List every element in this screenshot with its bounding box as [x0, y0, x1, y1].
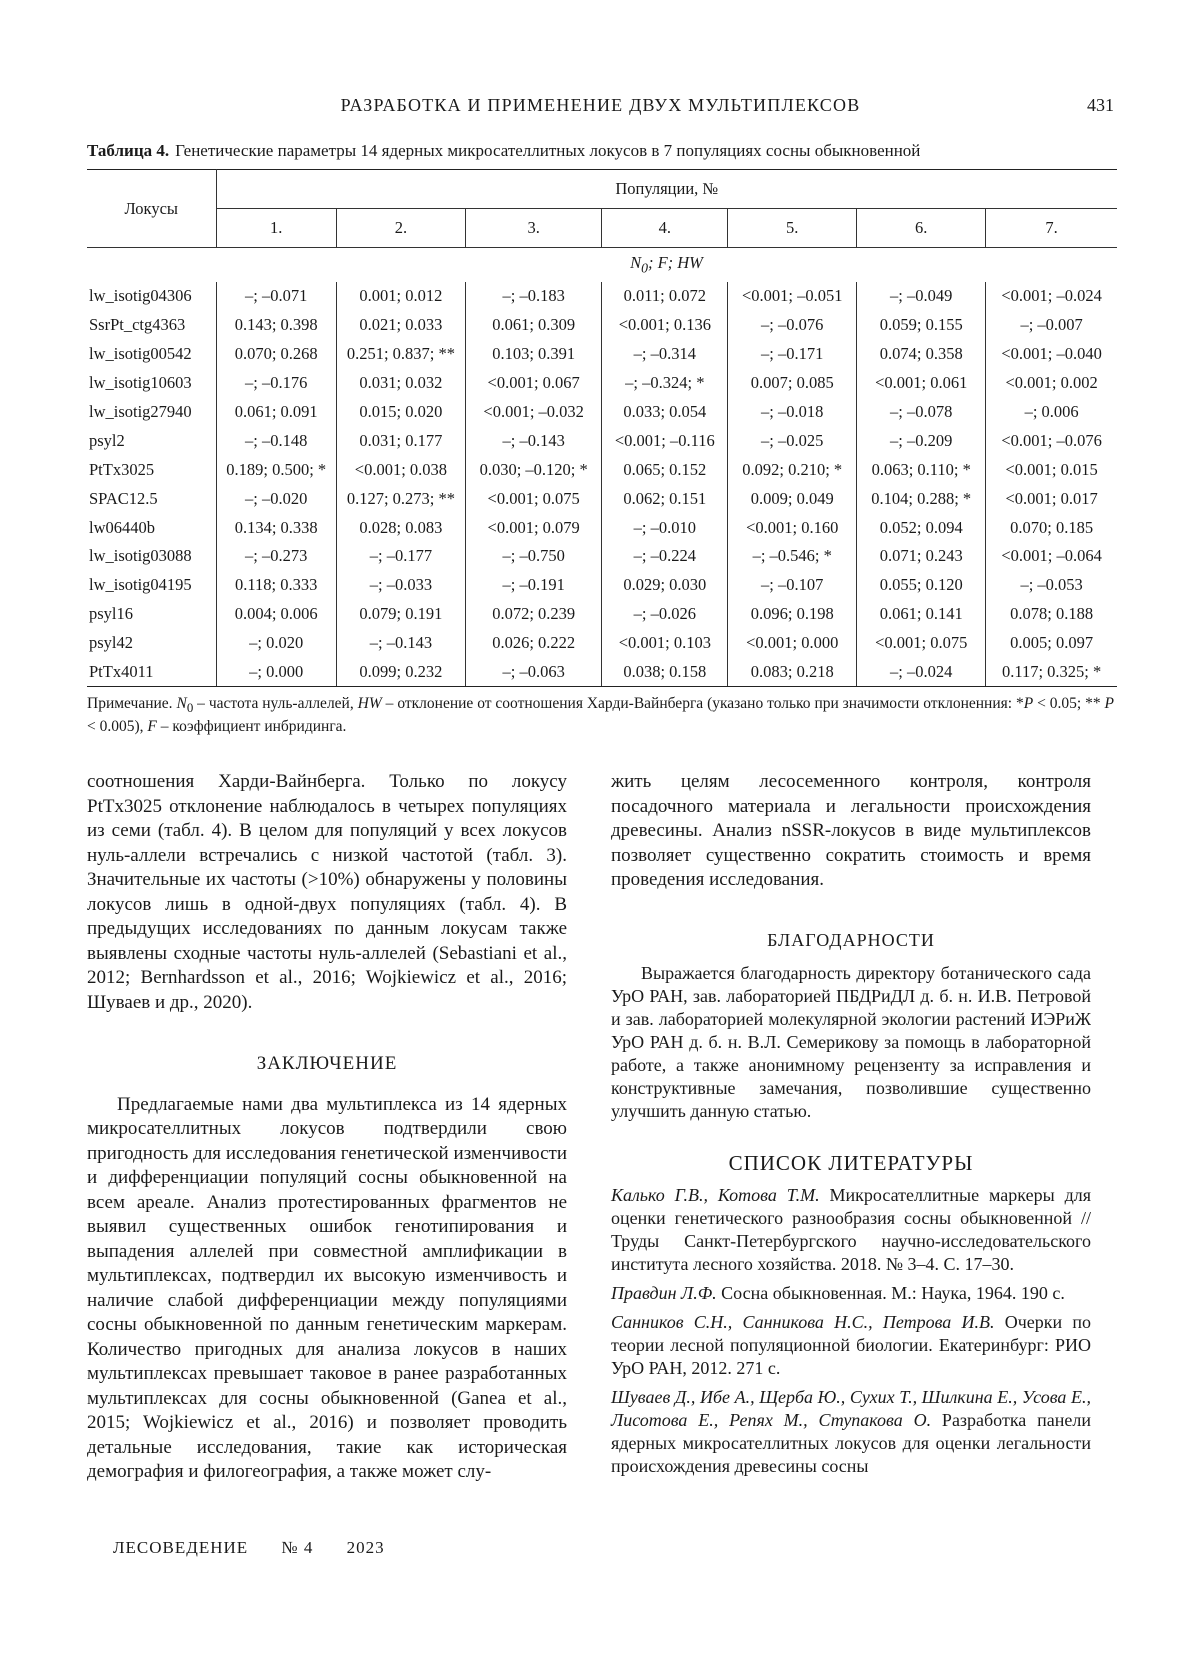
- table-cell: 0.009; 0.049: [728, 484, 857, 513]
- table-cell: –; –0.314: [602, 340, 728, 369]
- table-row: [87, 658, 1117, 687]
- table-cell: –; –0.171: [728, 340, 857, 369]
- table-cell: –; –0.209: [857, 426, 986, 455]
- conclusion-paragraph: Предлагаемые нами два мультиплекса из 14 ядерных микросателлитных локусов подтвердили свою пригодность для исследования генетической изменчивости и дифференциации популяций сосны обыкновенной на всем ареале. Анализ протестированных фрагментов не выявил существенных ошибок генотипирования и выпадения аллелей при совместной амплификации в мультиплексах, подтвердил их высокую изменчивость и наличие слабой дифференциации между популяциями сосны обыкновенной по данным генетическим маркерам. Количество пригодных для анализа локусов в наших мультиплексах превышает таковое в ранее разработанных мультиплексах для сосны обыкновенной (Ganea et al., 2015; Wojkiewicz et al., 2016) и позволяет проводить детальные исследования, такие как историческая демография и филогеография, а также может слу-: [87, 1093, 567, 1482]
- table-row: [87, 484, 1117, 513]
- running-head-title: РАЗРАБОТКА И ПРИМЕНЕНИЕ ДВУХ МУЛЬТИПЛЕКСОВ: [340, 95, 861, 115]
- table-cell: –; –0.273: [216, 542, 336, 571]
- locus-name: lw_isotig10603: [89, 373, 192, 393]
- footer: [113, 1538, 413, 1558]
- table-cell: 0.059; 0.155: [857, 311, 986, 340]
- table-cell: –; –0.078: [857, 398, 986, 427]
- reference-authors: Калько Г.В., Котова Т.М.: [611, 1184, 820, 1205]
- table-cell: –; –0.076: [728, 311, 857, 340]
- references-list: [611, 1184, 1091, 1478]
- left-column: [87, 770, 567, 1485]
- table-cell: 0.026; 0.222: [465, 629, 602, 658]
- table-cell: 0.092; 0.210; *: [728, 455, 857, 484]
- table-cell: 0.118; 0.333: [216, 571, 336, 600]
- table-cell: –; –0.324; *: [602, 369, 728, 398]
- running-head: [87, 95, 1114, 123]
- table-cell: <0.001; 0.075: [857, 629, 986, 658]
- table-cell: –; –0.007: [986, 311, 1117, 340]
- table-caption-text: Генетические параметры 14 ядерных микросателлитных локусов в 7 популяциях сосны обыкновенной: [175, 141, 921, 160]
- reference-text: Микросателлитные маркеры для оценки генетического разнообразия сосны обыкновенной // Труды Санкт-Петербургского научно-исследовательского института лесного хозяйства. 2018. № 3–4. С. 17–30.: [611, 1184, 1091, 1274]
- table-cell: –; –0.143: [465, 426, 602, 455]
- table-cell: 0.083; 0.218: [728, 658, 857, 687]
- table-row: [87, 426, 1117, 455]
- references-title: СПИСОК ЛИТЕРАТУРЫ: [728, 1151, 974, 1175]
- table-cell: 0.134; 0.338: [216, 513, 336, 542]
- table-row: [87, 282, 1117, 311]
- table-cell: –; –0.033: [336, 571, 465, 600]
- body-paragraph: жить целям лесосеменного контроля, контроля посадочного материала и легальности происхождения древесины. Анализ nSSR-локусов в виде мультиплексов позволяет существенно сократить стоимость и время проведения исследования.: [611, 771, 1091, 890]
- table-cell: 0.096; 0.198: [728, 600, 857, 629]
- locus-name: PtTx4011: [87, 658, 216, 687]
- table-row: [87, 455, 1117, 484]
- reference-item: [611, 1184, 1091, 1276]
- table-cell: 0.127; 0.273; **: [336, 484, 465, 513]
- locus-name: PtTx3025: [89, 459, 155, 479]
- population-header-5: 5.: [728, 209, 857, 248]
- table-cell: 0.061; 0.091: [216, 398, 336, 427]
- table-cell: 0.028; 0.083: [336, 513, 465, 542]
- acknowledgements-title: БЛАГОДАРНОСТИ: [767, 929, 935, 950]
- table-cell: 0.251; 0.837; **: [336, 340, 465, 369]
- genetic-parameters-table: [87, 169, 1117, 687]
- table-cell: 0.031; 0.177: [336, 426, 465, 455]
- table-cell: <0.001; 0.038: [336, 455, 465, 484]
- table-cell: –; –0.143: [336, 629, 465, 658]
- table-cell: –; –0.063: [465, 658, 602, 687]
- table-cell: 0.030; –0.120; *: [465, 455, 602, 484]
- table-cell: –; –0.025: [728, 426, 857, 455]
- table-cell: 0.065; 0.152: [602, 455, 728, 484]
- table-cell: –; –0.224: [602, 542, 728, 571]
- locus-name: lw_isotig03088: [89, 546, 192, 566]
- table-cell: 0.072; 0.239: [465, 600, 602, 629]
- journal-year: 2023: [346, 1538, 385, 1557]
- table-cell: –; –0.191: [465, 571, 602, 600]
- table-cell: 0.103; 0.391: [465, 340, 602, 369]
- acknowledgements-paragraph: Выражается благодарность директору ботанического сада УрО РАН, зав. лабораторией ПБДРиДЛ д. б. н. И.В. Петровой и зав. лабораторией молекулярной экологии растений ИЭРиЖ УрО РАН д. б. н. В.Л. Семерикову за помощь в лабораторной работе, а также анонимному рецензенту за исправления и конструктивные замечания, позволившие существенно улучшить данную статью.: [611, 963, 1091, 1121]
- table-cell: –; –0.010: [602, 513, 728, 542]
- table-cell: –; 0.000: [216, 658, 336, 687]
- table-cell: 0.061; 0.309: [465, 311, 602, 340]
- table-cell: <0.001; –0.116: [602, 426, 728, 455]
- table-cell: 0.143; 0.398: [216, 311, 336, 340]
- table-caption: [87, 141, 1127, 161]
- table-cell: 0.079; 0.191: [336, 600, 465, 629]
- locus-name: SPAC12.5: [89, 488, 158, 508]
- table-cell: 0.031; 0.032: [336, 369, 465, 398]
- reference-authors: Санников С.Н., Санникова Н.С., Петрова И.В.: [611, 1311, 995, 1332]
- table-cell: –; –0.183: [465, 282, 602, 311]
- table-cell: –; –0.177: [336, 542, 465, 571]
- table-cell: 0.029; 0.030: [602, 571, 728, 600]
- table-cell: 0.063; 0.110; *: [857, 455, 986, 484]
- table-cell: <0.001; –0.032: [465, 398, 602, 427]
- table-cell: 0.015; 0.020: [336, 398, 465, 427]
- table-row: [87, 571, 1117, 600]
- table-row: [87, 600, 1117, 629]
- reference-item: [611, 1282, 1091, 1305]
- table-cell: –; –0.071: [216, 282, 336, 311]
- table-cell: 0.052; 0.094: [857, 513, 986, 542]
- table-cell: 0.055; 0.120: [857, 571, 986, 600]
- table-cell: –; –0.107: [728, 571, 857, 600]
- table-row: [87, 311, 1117, 340]
- table-cell: 0.070; 0.185: [986, 513, 1117, 542]
- reference-text: Очерки по теории лесной популяционной биологии. Екатеринбург: РИО УрО РАН, 2012. 271 с.: [611, 1311, 1091, 1378]
- table-row: [87, 369, 1117, 398]
- table-cell: 0.038; 0.158: [602, 658, 728, 687]
- journal-name: ЛЕСОВЕДЕНИЕ: [113, 1538, 249, 1557]
- table-label: Таблица 4.: [87, 141, 170, 160]
- table-cell: –; –0.176: [216, 369, 336, 398]
- locus-name: lw_isotig00542: [89, 344, 192, 364]
- table-cell: 0.071; 0.243: [857, 542, 986, 571]
- table-cell: 0.104; 0.288; *: [857, 484, 986, 513]
- table-cell: –; –0.546; *: [728, 542, 857, 571]
- table-cell: –; –0.026: [602, 600, 728, 629]
- table-row: [87, 340, 1117, 369]
- table-cell: <0.001; 0.160: [728, 513, 857, 542]
- table-row: [87, 542, 1117, 571]
- journal-issue: № 4: [281, 1538, 314, 1557]
- table-cell: <0.001; –0.051: [728, 282, 857, 311]
- table-cell: –; –0.020: [216, 484, 336, 513]
- table-cell: 0.062; 0.151: [602, 484, 728, 513]
- table-cell: <0.001; –0.064: [986, 542, 1117, 571]
- table-cell: <0.001; 0.017: [986, 484, 1117, 513]
- table-row: [87, 513, 1117, 542]
- table-cell: <0.001; 0.002: [986, 369, 1117, 398]
- population-header-6: 6.: [857, 209, 986, 248]
- table-row: [87, 398, 1117, 427]
- reference-text: Разработка панели ядерных микросателлитных локусов для оценки легальности происхождения древесины сосны: [611, 1409, 1091, 1476]
- table-cell: 0.117; 0.325; *: [986, 658, 1117, 687]
- table-cell: 0.021; 0.033: [336, 311, 465, 340]
- conclusion-title: ЗАКЛЮЧЕНИЕ: [256, 1053, 398, 1074]
- table-cell: 0.061; 0.141: [857, 600, 986, 629]
- table-note: Примечание. $N_0$ – частота нуль-аллелей, HW – отклонение от соотношения Харди-Вайнберга (указано только при значимости отклоненния: *P < 0.05; ** P < 0.005), F – коэффициент инбридинга.: [87, 695, 1114, 736]
- locus-name: lw_isotig04306: [89, 286, 192, 306]
- reference-text: Сосна обыкновенная. М.: Наука, 1964. 190 с.: [716, 1282, 1065, 1303]
- table-cell: 0.033; 0.054: [602, 398, 728, 427]
- table-subheader: $N_0$; F; HW: [630, 253, 703, 276]
- table-cell: –; –0.053: [986, 571, 1117, 600]
- table-cell: <0.001; –0.024: [986, 282, 1117, 311]
- table-cell: 0.189; 0.500; *: [216, 455, 336, 484]
- locus-name: psyl42: [89, 633, 134, 653]
- table-cell: <0.001; –0.040: [986, 340, 1117, 369]
- table-cell: <0.001; 0.061: [857, 369, 986, 398]
- table-cell: –; –0.049: [857, 282, 986, 311]
- populations-header: Популяции, №: [216, 170, 1117, 209]
- table-cell: –; –0.750: [465, 542, 602, 571]
- locus-name: SsrPt_ctg4363: [89, 315, 186, 335]
- table-cell: <0.001; 0.000: [728, 629, 857, 658]
- locus-name: lw06440b: [89, 517, 155, 537]
- locus-name: lw_isotig04195: [89, 575, 192, 595]
- table-cell: <0.001; 0.067: [465, 369, 602, 398]
- population-header-4: 4.: [602, 209, 728, 248]
- table-cell: –; 0.020: [216, 629, 336, 658]
- table-cell: <0.001; 0.136: [602, 311, 728, 340]
- reference-item: [611, 1386, 1091, 1478]
- table-cell: <0.001; 0.103: [602, 629, 728, 658]
- table-cell: <0.001; 0.075: [465, 484, 602, 513]
- table-cell: 0.078; 0.188: [986, 600, 1117, 629]
- population-header-3: 3.: [465, 209, 602, 248]
- population-header-7: 7.: [986, 209, 1117, 248]
- locus-name: lw_isotig27940: [89, 402, 192, 421]
- population-header-1: 1.: [216, 209, 336, 248]
- reference-item: [611, 1311, 1091, 1380]
- table-cell: <0.001; 0.015: [986, 455, 1117, 484]
- population-header-2: 2.: [336, 209, 465, 248]
- reference-authors: Правдин Л.Ф.: [611, 1282, 717, 1303]
- table-cell: –; –0.148: [216, 426, 336, 455]
- table-cell: 0.001; 0.012: [336, 282, 465, 311]
- table-cell: 0.074; 0.358: [857, 340, 986, 369]
- locus-name: psyl16: [89, 604, 134, 624]
- table-cell: 0.011; 0.072: [602, 282, 728, 311]
- table-cell: 0.005; 0.097: [986, 629, 1117, 658]
- table-cell: –; –0.024: [857, 658, 986, 687]
- table-cell: –; 0.006: [986, 398, 1117, 427]
- table-cell: 0.070; 0.268: [216, 340, 336, 369]
- reference-authors: Шуваев Д., Ибе А., Щерба Ю., Сухих Т., Шилкина Е., Усова Е., Лисотова Е., Репях М., Ступакова О.: [611, 1386, 1091, 1430]
- body-paragraph: соотношения Харди-Вайнберга. Только по локусу PtTx3025 отклонение наблюдалось в четырех популяциях из семи (табл. 4). В целом для популяций у всех локусов нуль-аллели встречались с низкой частотой (табл. 3). Значительные их частоты (>10%) обнаружены у половины локусов лишь в одной-двух популяциях (табл. 4). В предыдущих исследованиях по данным локусам также выявлены сходные частоты нуль-аллелей (Sebastiani et al., 2012; Bernhardsson et al., 2016; Wojkiewicz et al., 2016; Шуваев и др., 2020).: [87, 771, 567, 1013]
- table-row: [87, 629, 1117, 658]
- page-number: 431: [1087, 95, 1114, 115]
- table-cell: –; –0.018: [728, 398, 857, 427]
- table-cell: 0.004; 0.006: [216, 600, 336, 629]
- locus-column-header: Локусы: [87, 170, 216, 248]
- table-cell: <0.001; –0.076: [986, 426, 1117, 455]
- table-cell: 0.099; 0.232: [336, 658, 465, 687]
- table-cell: <0.001; 0.079: [465, 513, 602, 542]
- locus-name: psyl2: [89, 430, 125, 450]
- right-column: [611, 770, 1091, 1484]
- table-cell: 0.007; 0.085: [728, 369, 857, 398]
